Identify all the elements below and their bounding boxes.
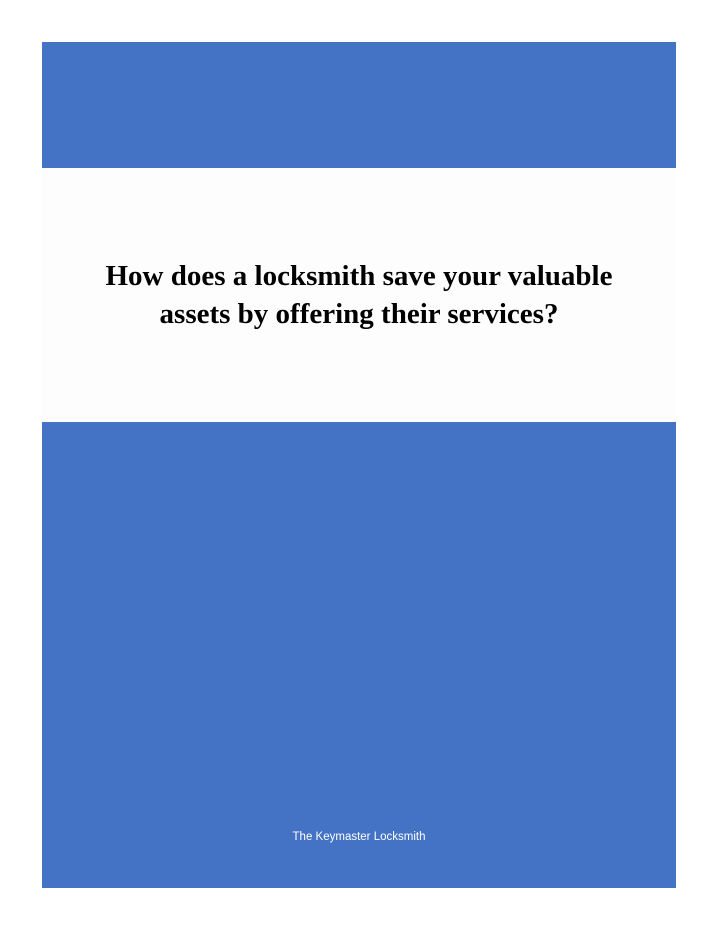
document-title <box>59 257 659 333</box>
document-title-line-1: How does a locksmith save your valuable <box>105 260 613 292</box>
company-name: The Keymaster Locksmith <box>292 831 426 843</box>
cover-top-band <box>42 42 676 168</box>
title-panel <box>42 168 676 422</box>
cover-bottom-band <box>42 422 676 888</box>
document-title-line-2: assets by offering their services? <box>159 298 559 330</box>
